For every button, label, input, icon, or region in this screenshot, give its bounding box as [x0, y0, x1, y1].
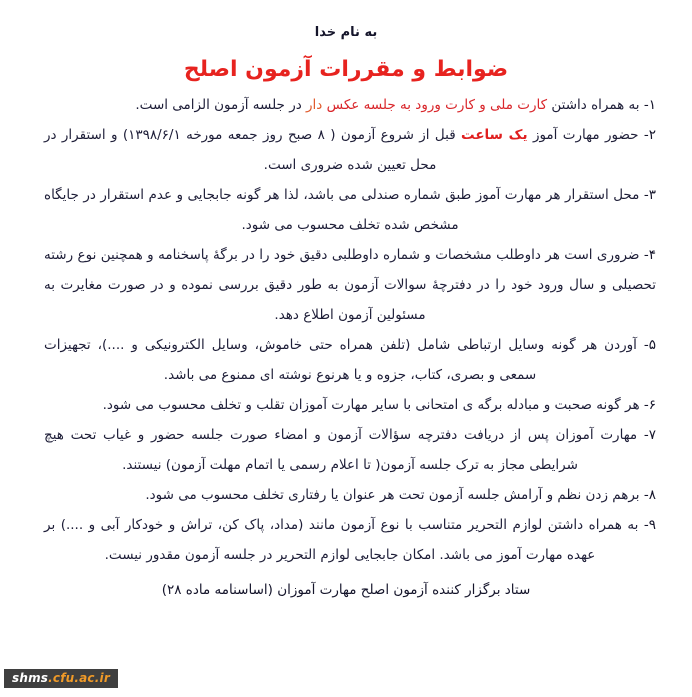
rule-number: ۷-: [643, 427, 657, 443]
rule-text-segment: دار: [306, 97, 323, 113]
watermark-site-domain: .cfu.ac.ir: [48, 671, 110, 685]
rule-item-9: [44, 510, 656, 570]
rule-number: ۱-: [643, 97, 656, 113]
rule-text-segment: محل استقرار هر مهارت آموز طبق شماره صندلی می باشد، لذا هر گونه جابجایی و عدم استقرار در جایگاه مشخص شده تخلف محسوب می شود.: [44, 187, 640, 233]
rule-item-3: [44, 180, 656, 240]
rule-number: ۸-: [643, 487, 656, 503]
rule-text-segment: به همراه داشتن لوازم التحریر متناسب با نوع آزمون مانند (مداد، پاک کن، تراش و خودکار آبی و ....) بر عهده مهارت آموز می باشد. امکان جابجایی لوازم التحریر در جلسه آزمون مقدور نیست.: [44, 517, 639, 563]
watermark-site-name: shms: [12, 671, 49, 685]
bismillah-text: به نام خدا: [314, 25, 378, 40]
rule-item-7: [44, 420, 656, 480]
rule-number: ۵-: [643, 337, 656, 353]
rule-number: ۴-: [643, 247, 656, 263]
rule-text-segment: ضروری است هر داوطلب مشخصات و شماره داوطلبی دقیق خود را در برگهٔ پاسخنامه و همچنین نوع رشته تحصیلی و سال ورود خود را در دفترچهٔ سوالات آزمون به طور دقیق بررسی نموده و در صورت مغایرت به مسئولین آزمون اطلاع دهد.: [44, 247, 656, 323]
rule-text-segment: حضور مهارت آموز: [527, 127, 639, 143]
rule-item-8: [44, 480, 656, 510]
rule-text-segment: مهارت آموزان پس از دریافت دفترچه سؤالات آزمون و امضاء صورت جلسه حضور و غیاب تحت هیچ شرایطی مجاز به ترک جلسه آزمون( تا اعلام رسمی یا اتمام مهلت آزمون) نیستند.: [44, 427, 638, 473]
rule-item-1: [44, 90, 656, 120]
rule-text-segment: یک ساعت: [461, 127, 528, 143]
rule-item-6: [44, 390, 656, 420]
rule-number: ۶-: [643, 397, 656, 413]
rule-text-segment: قبل از شروع آزمون ( ۸ صبح روز جمعه مورخه ۱۳۹۸/۶/۱) و استقرار در محل تعیین شده ضروری است.: [44, 127, 462, 173]
rule-item-5: [44, 330, 656, 390]
rule-text-segment: هر گونه صحبت و مبادله برگه ی امتحانی با سایر مهارت آموزان تقلب و تخلف محسوب می شود.: [102, 397, 640, 413]
site-watermark: [4, 669, 118, 688]
rule-item-2: [44, 120, 656, 180]
rule-number: ۲-: [643, 127, 657, 143]
rule-item-4: [44, 240, 656, 330]
rule-number: ۳-: [643, 187, 656, 203]
page-title: ضوابط و مقررات آزمون اصلح: [183, 57, 509, 82]
footer-signature: ستاد برگزار کننده آزمون اصلح مهارت آموزان (اساسنامه ماده ۲۸): [161, 582, 531, 598]
rule-text-segment: برهم زدن نظم و آرامش جلسه آزمون تحت هر عنوان یا رفتاری تخلف محسوب می شود.: [145, 487, 640, 503]
rule-text-segment: آوردن هر گونه وسایل ارتباطی شامل (تلفن همراه حتی خاموش، وسایل الکترونیکی و ....)، تجهیزات سمعی و بصری، کتاب، جزوه و یا هرنوع نوشته ای ممنوع می باشد.: [44, 337, 637, 383]
rule-text-segment: کارت ملی و کارت ورود به جلسه عکس: [322, 97, 548, 113]
rule-text-segment: به همراه داشتن: [547, 97, 640, 113]
rules-list: [0, 90, 692, 570]
rule-text-segment: در جلسه آزمون الزامی است.: [135, 97, 307, 113]
rule-number: ۹-: [643, 517, 656, 533]
